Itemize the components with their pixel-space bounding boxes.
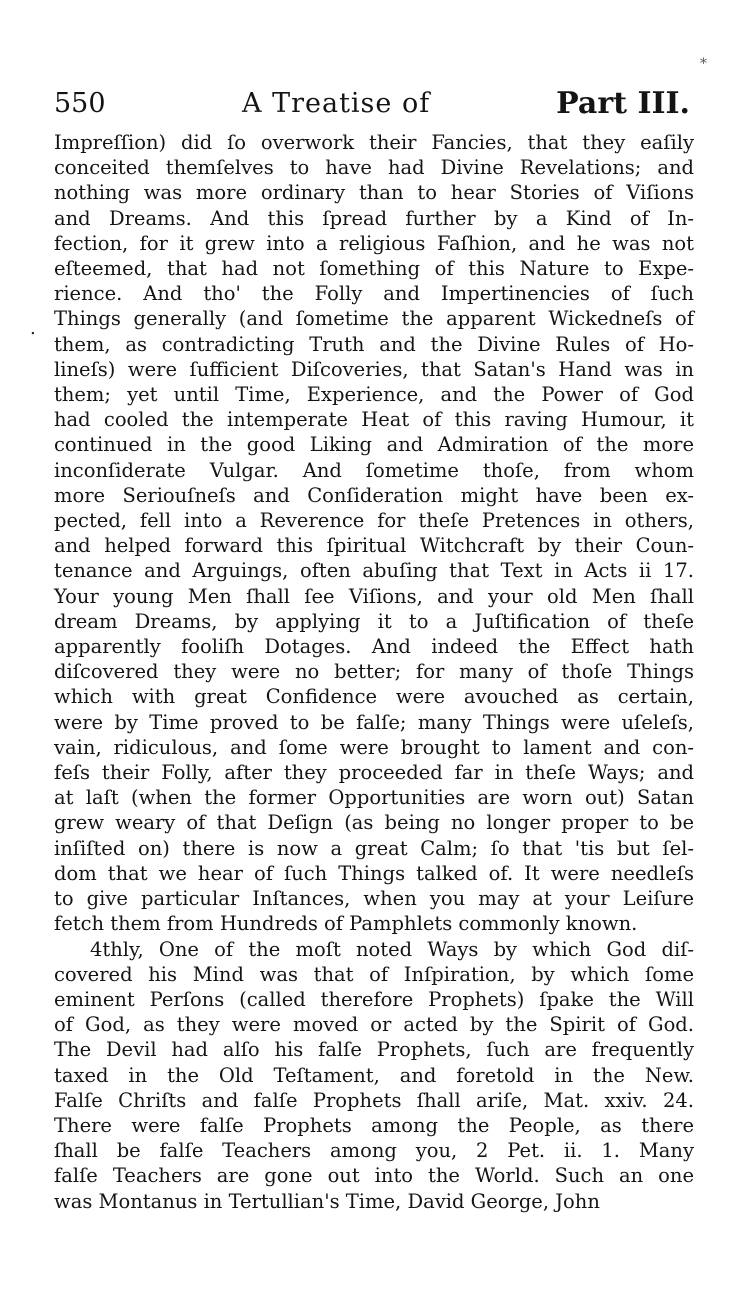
text-line: eſteemed, that had not ſomething of this Nature to Expe- xyxy=(54,257,694,281)
text-line: to give particular Inſtances, when you may at your Leiſure xyxy=(54,887,694,911)
text-line: covered his Mind was that of Inſpiration, by which ſome xyxy=(54,962,694,986)
text-line: dom that we hear of ſuch Things talked of. It were needleſs xyxy=(54,861,694,885)
text-line: There were falſe Prophets among the People, as there xyxy=(54,1113,694,1137)
text-line: them; yet until Time, Experience, and the Power of God xyxy=(54,383,694,407)
text-line: Things generally (and ſometime the apparent Wickedneſs of xyxy=(54,307,694,331)
running-title: A Treatise of xyxy=(242,88,431,119)
text-line: continued in the good Liking and Admiration of the more xyxy=(54,433,694,457)
text-line: eminent Perſons (called therefore Prophets) ſpake the Will xyxy=(54,987,694,1011)
text-line: conceited themſelves to have had Divine Revelations; and xyxy=(54,156,694,180)
body-text xyxy=(54,130,694,1214)
margin-mark: . xyxy=(30,318,36,339)
text-line: Your young Men ſhall ſee Viſions, and your old Men ſhall xyxy=(54,584,694,608)
text-line: Impreſſion) did ſo overwork their Fancies, that they eaſily xyxy=(54,131,694,154)
text-line: were by Time proved to be falſe; many Things were uſeleſs, xyxy=(54,710,694,734)
text-line: rience. And tho' the Folly and Impertinencies of ſuch xyxy=(54,282,694,306)
text-line: more Seriouſneſs and Conſideration might have been ex- xyxy=(54,483,694,507)
text-line: pected, fell into a Reverence for theſe Pretences in others, xyxy=(54,509,694,533)
text-line: vain, ridiculous, and ſome were brought to lament and con- xyxy=(54,735,694,759)
text-line: was Montanus in Tertullian's Time, David George, John xyxy=(54,1189,600,1213)
paragraph xyxy=(54,937,694,1214)
text-line: inconſiderate Vulgar. And ſometime thoſe, from whom xyxy=(54,458,694,482)
text-line: nothing was more ordinary than to hear Stories of Viſions xyxy=(54,181,694,205)
text-line: them, as contradicting Truth and the Divine Rules of Ho- xyxy=(54,332,694,356)
text-line: inſiſted on) there is now a great Calm; ſo that 'tis but ſel- xyxy=(54,836,694,860)
text-line: ſhall be falſe Teachers among you, 2 Pet. ii. 1. Many xyxy=(54,1139,694,1163)
text-line: diſcovered they were no better; for many of thoſe Things xyxy=(54,660,694,684)
text-line: tenance and Arguings, often abuſing that Text in Acts ii 17. xyxy=(54,559,694,583)
text-line: feſs their Folly, after they proceeded far in theſe Ways; and xyxy=(54,761,694,785)
text-line: The Devil had alſo his falſe Prophets, ſuch are frequently xyxy=(54,1038,694,1062)
text-line: at laſt (when the former Opportunities are worn out) Satan xyxy=(54,786,694,810)
text-line: dream Dreams, by applying it to a Juſtification of theſe xyxy=(54,609,694,633)
paragraph xyxy=(54,130,694,937)
text-line: and Dreams. And this ſpread further by a Kind of In- xyxy=(54,206,694,230)
text-line: falſe Teachers are gone out into the World. Such an one xyxy=(54,1164,694,1188)
text-line: and helped forward this ſpiritual Witchcraft by their Coun- xyxy=(54,534,694,558)
stray-mark: * xyxy=(700,56,707,72)
text-line: of God, as they were moved or acted by the Spirit of God. xyxy=(54,1013,694,1037)
text-line: fection, for it grew into a religious Faſhion, and he was not xyxy=(54,231,694,255)
text-line: had cooled the intemperate Heat of this raving Humour, it xyxy=(54,408,694,432)
text-line: apparently fooliſh Dotages. And indeed the Effect hath xyxy=(54,635,694,659)
text-line: 4thly, One of the moſt noted Ways by which God diſ- xyxy=(90,937,694,961)
text-line: lineſs) were ſufficient Diſcoveries, that Satan's Hand was in xyxy=(54,357,694,381)
text-line: grew weary of that Deſign (as being no longer proper to be xyxy=(54,811,694,835)
page-number: 550 xyxy=(54,88,106,119)
text-line: which with great Confidence were avouched as certain, xyxy=(54,685,694,709)
part-label: Part III. xyxy=(556,86,690,121)
running-header xyxy=(54,86,690,126)
text-line: fetch them from Hundreds of Pamphlets commonly known. xyxy=(54,912,638,936)
text-line: Falſe Chriſts and falſe Prophets ſhall ariſe, Mat. xxiv. 24. xyxy=(54,1088,694,1112)
text-line: taxed in the Old Teſtament, and foretold in the New. xyxy=(54,1063,694,1087)
